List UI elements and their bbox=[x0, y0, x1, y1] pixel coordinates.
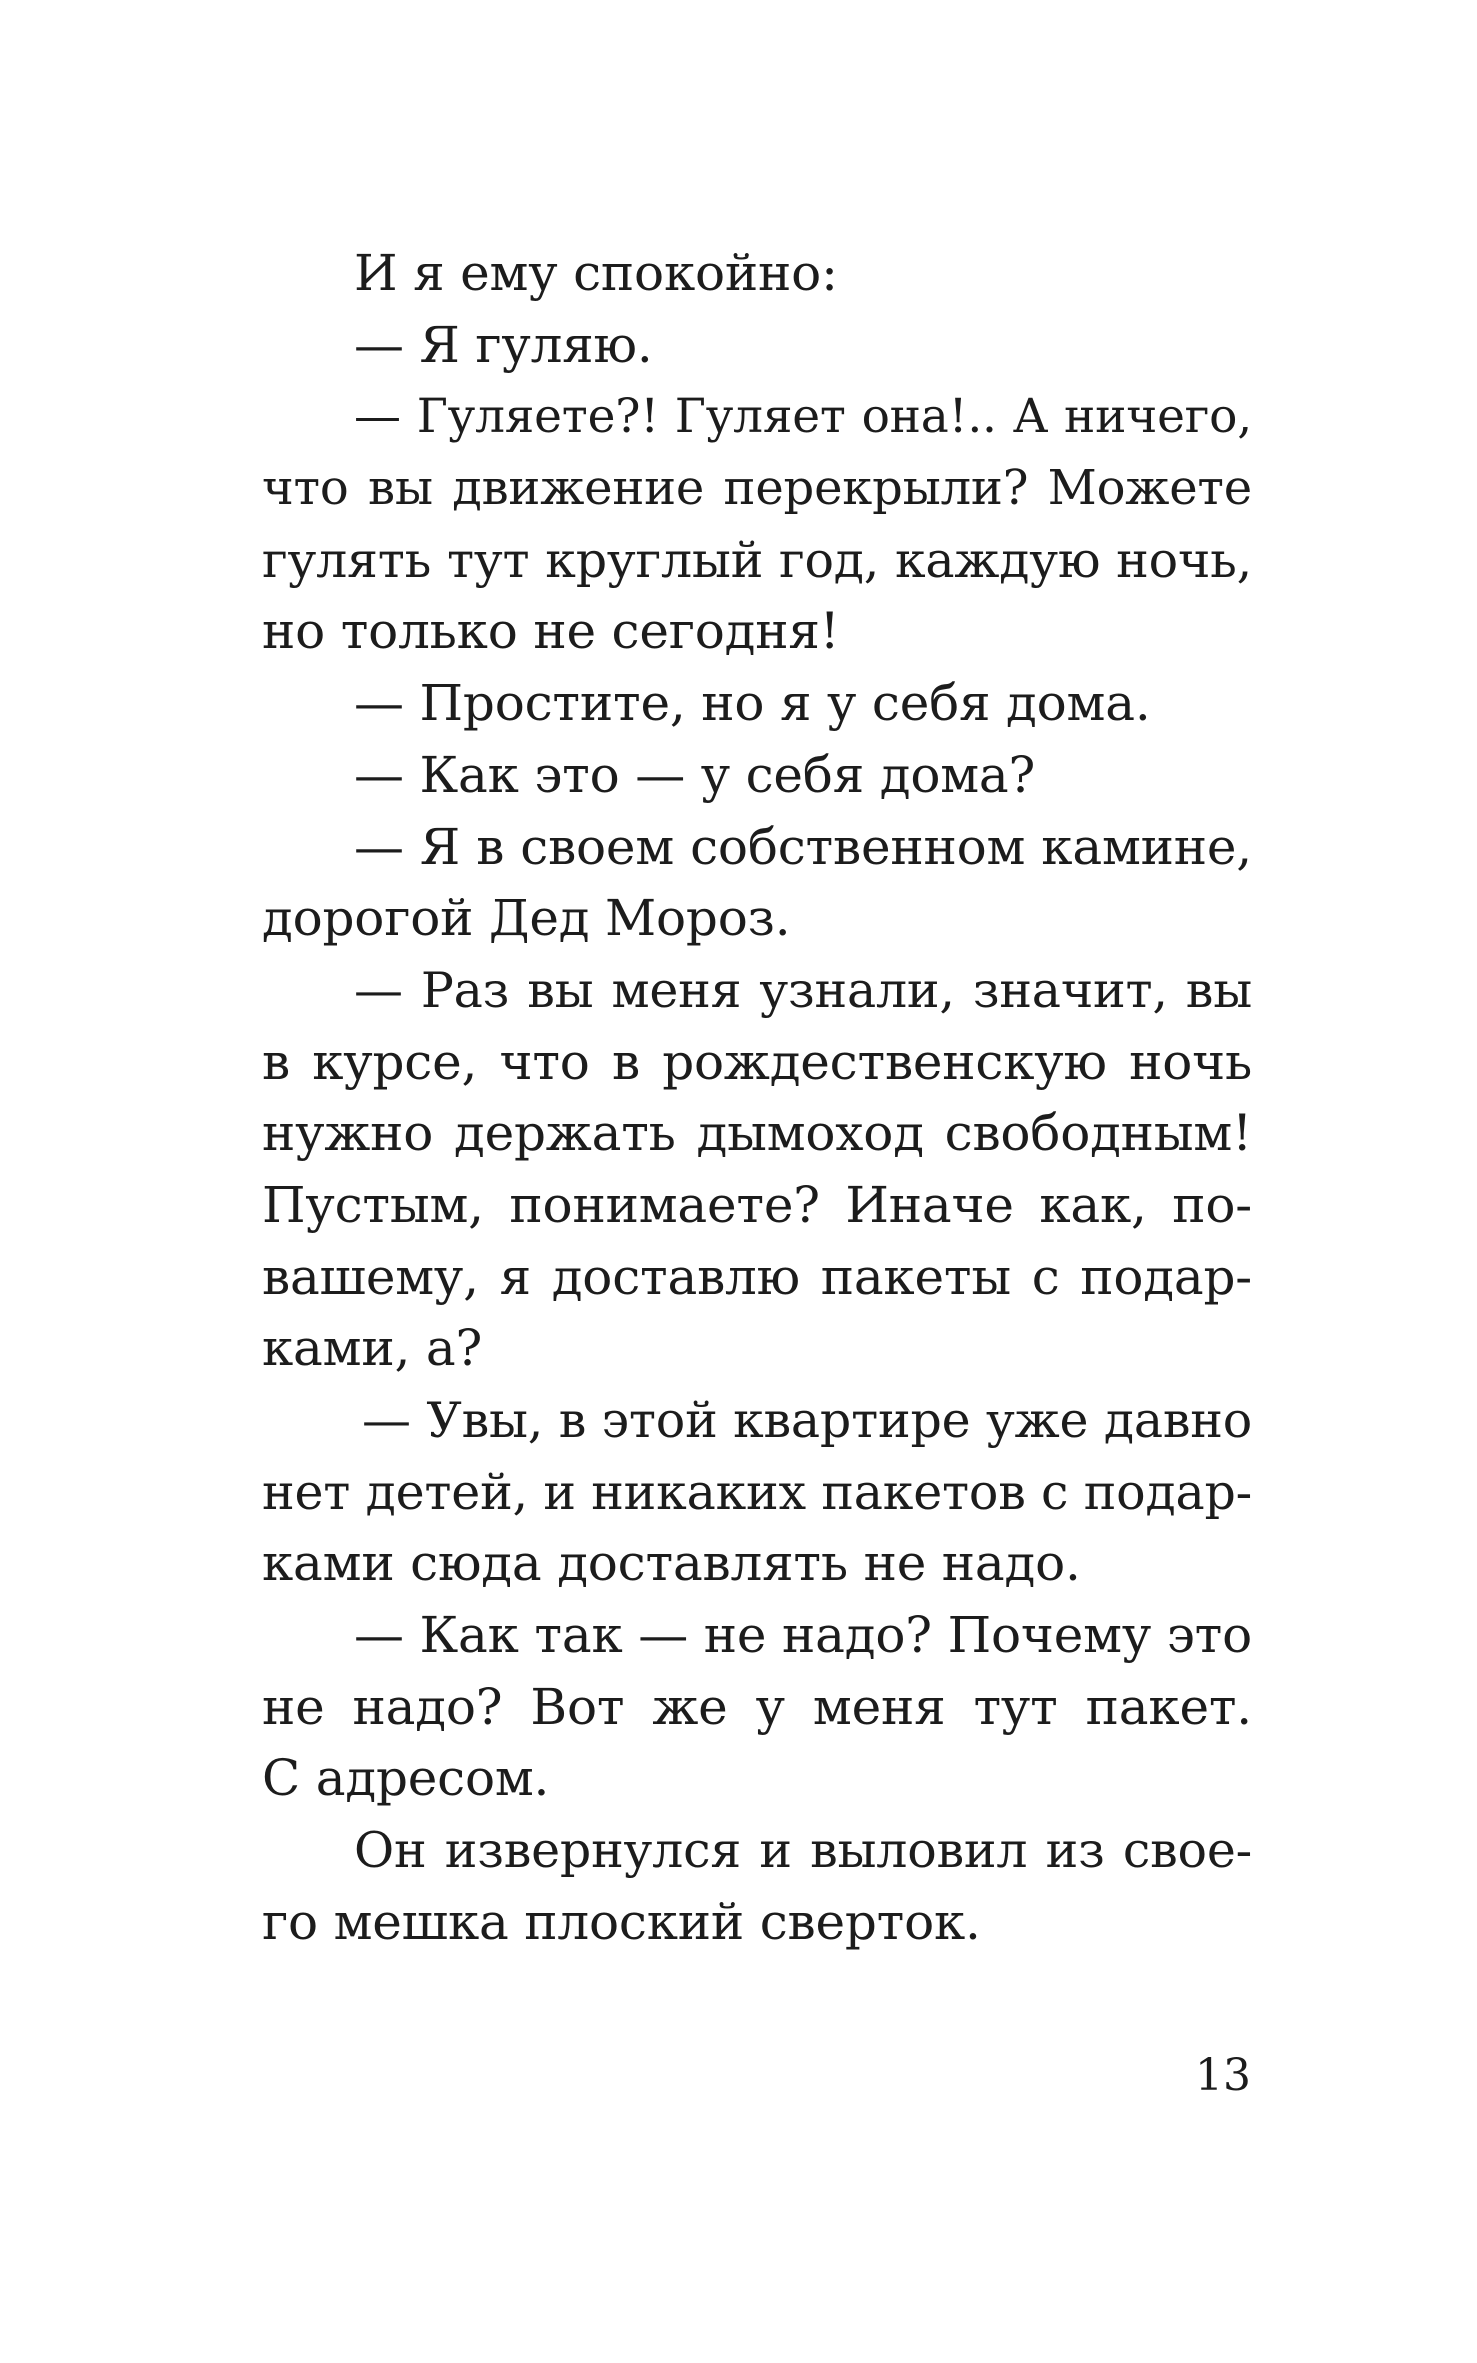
text-line: дорогой Дед Мороз. bbox=[262, 889, 791, 948]
text-line: нужно держать дымоход свободным! bbox=[262, 1104, 1252, 1163]
page-number: 13 bbox=[1195, 2050, 1251, 2101]
body-text bbox=[262, 238, 1252, 1959]
text-line: — Как так — не надо? Почему это bbox=[354, 1606, 1252, 1665]
text-line: в курсе, что в рождественскую ночь bbox=[262, 1032, 1252, 1091]
text-line: Он извернулся и выловил из свое- bbox=[354, 1822, 1252, 1880]
text-line: — Как это — у себя дома? bbox=[354, 745, 1036, 804]
text-line: нет детей, и никаких пакетов с подар- bbox=[262, 1463, 1252, 1521]
text-line: — Я гуляю. bbox=[354, 315, 653, 374]
text-line: ками, а? bbox=[262, 1319, 483, 1378]
text-line: не надо? Вот же у меня тут пакет. bbox=[262, 1677, 1252, 1736]
text-line: С адресом. bbox=[262, 1749, 550, 1808]
text-line: го мешка плоский сверток. bbox=[262, 1892, 981, 1951]
text-line: гулять тут круглый год, каждую ночь, bbox=[262, 531, 1252, 589]
text-line: Пустым, понимаете? Иначе как, по- bbox=[262, 1175, 1252, 1234]
text-line: что вы движение перекрыли? Можете bbox=[262, 460, 1252, 517]
text-line: И я ему спокойно: bbox=[354, 244, 838, 302]
text-line: — Гуляете?! Гуляет она!.. А ничего, bbox=[354, 389, 1252, 445]
text-line: — Простите, но я у себя дома. bbox=[354, 674, 1151, 733]
text-line: — Раз вы меня узнали, значит, вы bbox=[354, 961, 1252, 1019]
text-line: — Увы, в этой квартире уже давно bbox=[362, 1392, 1252, 1449]
text-line: ками сюда доставлять не надо. bbox=[262, 1534, 1081, 1593]
text-line: — Я в своем собственном камине, bbox=[354, 817, 1252, 876]
text-line: вашему, я доставлю пакеты с подар- bbox=[262, 1247, 1252, 1306]
text-line: но только не сегодня! bbox=[262, 602, 840, 661]
